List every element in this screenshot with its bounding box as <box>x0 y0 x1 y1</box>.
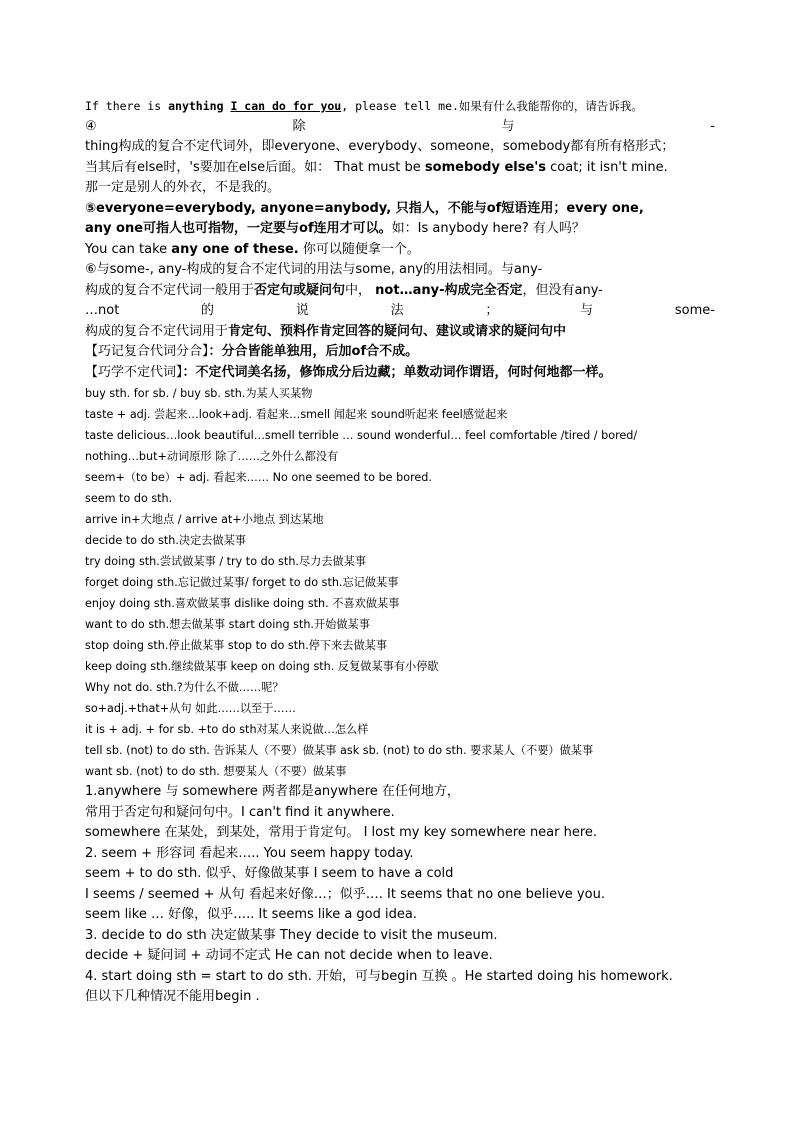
note-line: decide + 疑问词 + 动词不定式 He can not decide when to leave. <box>85 948 493 963</box>
text-yu: 与 <box>501 118 515 134</box>
phrase-line: decide to do sth.决定去做某事 <box>85 534 247 547</box>
text-anything: anything <box>168 99 224 113</box>
para6-line2-bold2: not…any-构成完全否定 <box>375 282 523 298</box>
tip1-body: ：分合皆能单独用，后加of合不成。 <box>208 344 419 359</box>
tip-indefinite-pronouns <box>85 363 715 384</box>
text-please-tell: , please tell me.如果有什么我能帮你的，请告诉我。 <box>341 99 643 113</box>
para4-line3-bold: somebody else's <box>424 159 547 175</box>
para6-line2-post: ，但没有any- <box>522 282 603 298</box>
para6-line3-word: …not <box>85 303 120 318</box>
text-clause: I can do for you <box>230 99 342 113</box>
phrase-line: want sb. (not) to do sth. 想要某人（不要）做某事 <box>85 765 347 778</box>
para4-line1 <box>85 117 715 138</box>
para5-line3-post: 你可以随便拿一个。 <box>298 241 420 257</box>
paragraph-if-anything <box>85 96 715 117</box>
note-line: seem + to do sth. 似乎、好像做某事 I seem to have a cold <box>85 866 454 881</box>
phrase-line: stop doing sth.停止做某事 stop to do sth.停下来去做某事 <box>85 639 388 652</box>
notes-list <box>85 782 715 1008</box>
para6-line2-bold1: 否定句或疑问句 <box>254 282 346 298</box>
phrase-line: buy sth. for sb. / buy sb. sth.为某人买某物 <box>85 387 313 400</box>
para6-line3-word: 的 <box>201 303 215 318</box>
document-page <box>85 96 715 1008</box>
phrase-line: tell sb. (not) to do sth. 告诉某人（不要）做某事 ask sb. (not) to do sth. 要求某人（不要）做某事 <box>85 744 594 757</box>
note-line: somewhere 在某处，到某处，常用于肯定句。 I lost my key somewhere near here. <box>85 825 598 840</box>
para6-line3-word: ； <box>485 303 499 318</box>
phrase-line: try doing sth.尝试做某事 / try to do sth.尽力去做某事 <box>85 555 367 568</box>
para6-line3-word: 与 <box>580 303 594 318</box>
para6-line2-mid: 中， <box>345 282 376 298</box>
note-line: 常用于否定句和疑问句中。I can't find it anywhere. <box>85 804 395 820</box>
phrase-line: keep doing sth.继续做某事 keep on doing sth. 反复做某事有小停歇 <box>85 660 439 673</box>
para5-line3-bold: any one of these. <box>171 241 299 257</box>
note-line: 4. start doing sth = start to do sth. 开始，可与begin 互换 。He started doing his homework. <box>85 968 673 984</box>
phrase-line: seem to do sth. <box>85 492 173 505</box>
phrase-line: taste delicious…look beautiful…smell terrible … sound wonderful… feel comfortable /tired / bored/ <box>85 429 638 442</box>
para5-line2-bold: any one可指人也可指物，一定要与of连用才可以。 <box>85 221 392 236</box>
circled-number-4: ④ <box>85 118 97 134</box>
phrase-line: nothing…but+动词原形 除了……之外什么都没有 <box>85 450 339 463</box>
para6-line2-pre: 构成的复合不定代词一般用于 <box>85 282 255 298</box>
note-line: I seems / seemed + 从句 看起来好像…；似乎…. It seems that no one believe you. <box>85 886 605 902</box>
tip2-heading: 【巧学不定代词】 <box>85 364 183 380</box>
para5-line2 <box>85 219 715 240</box>
note-line: 3. decide to do sth 决定做某事 They decide to visit the museum. <box>85 927 498 943</box>
phrase-line: enjoy doing sth.喜欢做某事 dislike doing sth. 不喜欢做某事 <box>85 597 400 610</box>
para6-line3-word: 法 <box>390 303 404 318</box>
phrase-line: arrive in+大地点 / arrive at+小地点 到达某地 <box>85 513 324 526</box>
para4-line4: 那一定是别人的外衣，不是我的。 <box>85 180 281 195</box>
tip2-body: ：不定代词美名扬，修饰成分后边藏；单数动词作谓语，何时何地都一样。 <box>182 364 612 380</box>
para6-line3-word: 说 <box>295 303 309 318</box>
para6-line4-bold: 肯定句、预料作肯定回答的疑问句、建议或请求的疑问句中 <box>228 323 567 339</box>
note-line: seem like … 好像，似乎….. It seems like a god idea. <box>85 907 417 922</box>
text-chu: 除 <box>292 118 306 134</box>
phrase-line: taste + adj. 尝起来…look+adj. 看起来…smell 闻起来 sound听起来 feel感觉起来 <box>85 408 508 421</box>
para4-line3-pre: 当其后有else时，'s要加在else后面。如： That must be <box>85 159 425 175</box>
para4-line2: thing构成的复合不定代词外，即everyone、everybody、someone，somebody都有所有格形式； <box>85 139 675 154</box>
para6-line4-pre: 构成的复合不定代词用于 <box>85 323 229 339</box>
phrase-line: it is + adj. + for sb. +to do sth对某人来说做…怎么样 <box>85 723 369 736</box>
tip1-heading: 【巧记复合代词分合】 <box>85 344 209 359</box>
phrase-line: want to do sth.想去做某事 start doing sth.开始做某事 <box>85 618 370 631</box>
para6-line4 <box>85 322 715 343</box>
para6-line2 <box>85 281 715 302</box>
para5-line3-pre: You can take <box>85 241 172 257</box>
para6-line3-word: some- <box>674 303 715 318</box>
phrase-list <box>85 383 715 782</box>
note-line: 2. seem + 形容词 看起来….. You seem happy today. <box>85 845 414 861</box>
text-if-there-is: If there is <box>85 99 162 113</box>
text-dash: - <box>710 118 715 134</box>
phrase-line: forget doing sth.忘记做过某事/ forget to do sth.忘记做某事 <box>85 576 399 589</box>
para5-line1: ⑤everyone=everybody, anyone=anybody, 只指人，不能与of短语连用；every one, <box>85 200 644 216</box>
phrase-line: seem+（to be）+ adj. 看起来…… No one seemed to be bored. <box>85 471 432 484</box>
note-line: 但以下几种情况不能用begin . <box>85 989 260 1004</box>
para6-line1: ⑥与some-, any-构成的复合不定代词的用法与some, any的用法相同。与any- <box>85 262 543 277</box>
note-line: 1.anywhere 与 somewhere 两者都是anywhere 在任何地方， <box>85 784 460 799</box>
tip-compound-pronouns <box>85 342 715 363</box>
para5-line2-post: 如：Is anybody here? 有人吗？ <box>391 221 585 236</box>
para4-line3-post: coat; it isn't mine. <box>546 159 668 175</box>
phrase-line: Why not do. sth.?为什么不做……呢？ <box>85 681 284 694</box>
para6-line3 <box>85 301 715 322</box>
phrase-line: so+adj.+that+从句 如此……以至于…… <box>85 702 296 715</box>
para5-line3 <box>85 240 715 261</box>
para4-line3 <box>85 158 715 179</box>
